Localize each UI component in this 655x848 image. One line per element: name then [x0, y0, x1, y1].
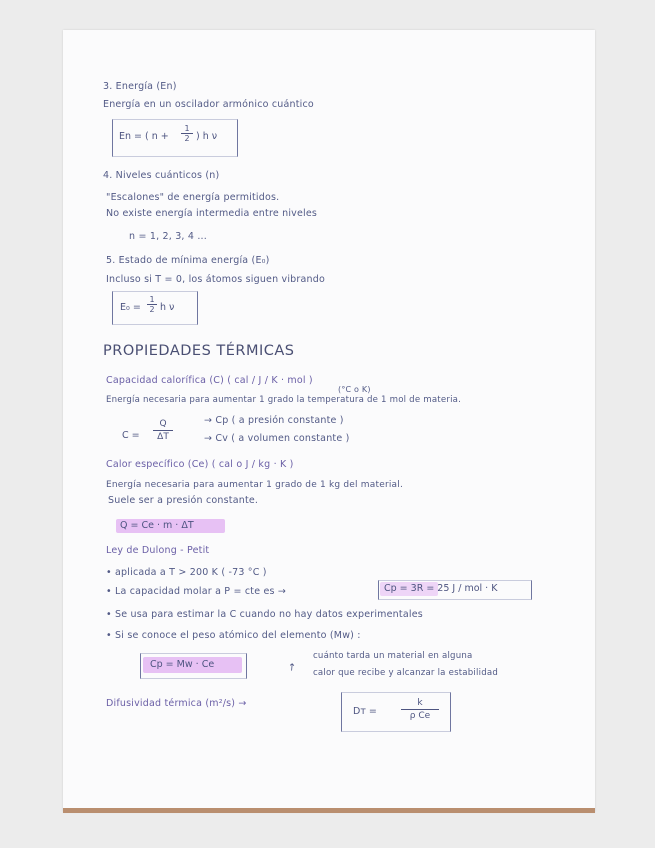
diffusivity-heading: Difusividad térmica (m²/s) → — [106, 698, 247, 709]
section-4-heading: 4. Niveles cuánticos (n) — [103, 170, 220, 181]
section-4-line-2: No existe energía intermedia entre niveles — [106, 208, 318, 219]
cp-mw-formula: Cp = Mw · Ce — [150, 659, 215, 670]
q-formula: Q = Ce · m · ΔT — [120, 520, 194, 531]
c-equals-label: C = — [122, 430, 140, 441]
diffusivity-frac-denominator: ρ Ce — [409, 711, 431, 721]
section-4-line-1: "Escalones" de energía permitidos. — [106, 192, 280, 203]
c-fraction — [153, 418, 173, 443]
section-5-heading: 5. Estado de mínima energía (E₀) — [106, 255, 270, 266]
cp-3r-formula: Cp = 3R = 25 J / mol · K — [384, 583, 498, 594]
energy-formula-right: ) h ν — [196, 131, 218, 142]
diffusivity-left: Dт = — [353, 706, 377, 717]
specific-heat-def-2: Suele ser a presión constante. — [108, 495, 259, 506]
cp-line: → Cp ( a presión constante ) — [204, 415, 344, 426]
dulong-bullet-4: • Si se conoce el peso atómico del elemento (Mw) : — [106, 630, 361, 641]
heat-capacity-heading: Capacidad calorífica (C) ( cal / J / K · mol ) — [106, 375, 313, 386]
cv-line: → Cv ( a volumen constante ) — [204, 433, 350, 444]
note-line-2: calor que recibe y alcanzar la estabilidad — [313, 668, 498, 678]
dulong-bullet-3: • Se usa para estimar la C cuando no hay datos experimentales — [106, 609, 423, 620]
ground-energy-fraction — [147, 295, 157, 314]
section-3-heading: 3. Energía (En) — [103, 81, 177, 92]
specific-heat-heading: Calor específico (Ce) ( cal o J / kg · K ) — [106, 459, 294, 470]
units-annotation: (°C o K) — [338, 385, 371, 394]
note-line-1: cuánto tarda un material en alguna — [313, 651, 473, 661]
page-bottom-edge — [63, 808, 595, 813]
ground-energy-left: E₀ = — [120, 302, 141, 313]
section-5-line-1: Incluso si T = 0, los átomos siguen vibrando — [106, 274, 326, 285]
ground-frac-denominator: 2 — [149, 305, 155, 314]
dulong-bullet-1: • aplicada a T > 200 K ( -73 °C ) — [106, 567, 267, 578]
section-4-values: n = 1, 2, 3, 4 ... — [129, 231, 207, 242]
energy-formula-left: En = ( n + — [119, 131, 169, 142]
thermal-properties-title: PROPIEDADES TÉRMICAS — [103, 343, 295, 359]
ground-frac-numerator: 1 — [147, 295, 157, 305]
ground-energy-right: h ν — [160, 302, 175, 313]
dulong-petit-heading: Ley de Dulong - Petit — [106, 545, 210, 556]
energy-frac-denominator: 2 — [184, 134, 190, 143]
c-frac-numerator: Q — [153, 418, 173, 431]
energy-formula-fraction — [181, 124, 193, 143]
specific-heat-def-1: Energía necesaria para aumentar 1 grado de 1 kg del material. — [106, 480, 404, 490]
diffusivity-fraction — [401, 697, 439, 722]
c-frac-denominator: ΔT — [157, 432, 169, 442]
energy-frac-numerator: 1 — [181, 124, 193, 134]
curved-arrow-icon: ↗ — [285, 660, 299, 675]
section-3-subtitle: Energía en un oscilador armónico cuántico — [103, 99, 314, 110]
diffusivity-frac-numerator: k — [401, 697, 439, 710]
heat-capacity-definition: Energía necesaria para aumentar 1 grado la temperatura de 1 mol de materia. — [106, 395, 462, 405]
dulong-bullet-2: • La capacidad molar a P = cte es → — [106, 586, 287, 597]
